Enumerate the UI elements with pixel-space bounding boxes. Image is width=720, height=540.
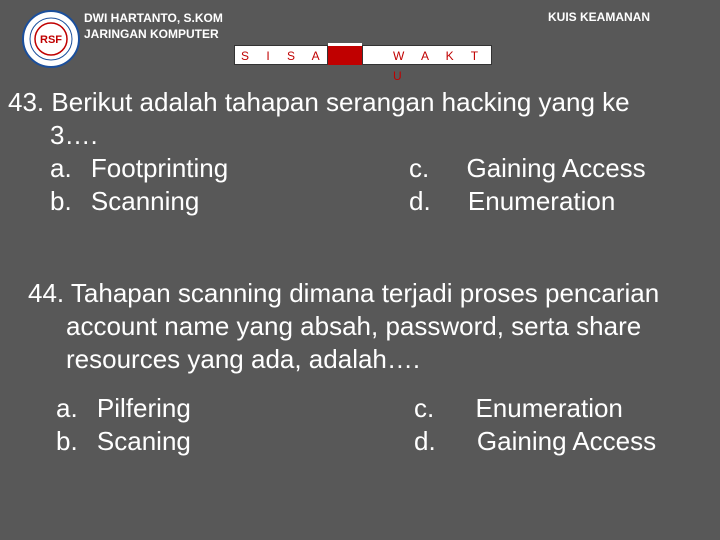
author-info: [84, 10, 223, 42]
timer-time-label: W A K T U: [362, 45, 492, 65]
option-text: Footprinting: [90, 153, 229, 183]
option-text: Scanning: [90, 186, 200, 216]
option-letter: a.: [56, 393, 78, 423]
option-text: Pilfering: [96, 393, 191, 423]
option-text: Enumeration: [467, 186, 616, 216]
option-letter: a.: [50, 153, 72, 183]
question-number: 44.: [28, 278, 65, 308]
question-44: [28, 277, 659, 310]
option-b[interactable]: [50, 185, 199, 218]
option-letter: b.: [56, 426, 78, 456]
question-text-line: Berikut adalah tahapan serangan hacking yang ke: [51, 87, 630, 117]
option-a[interactable]: [50, 152, 228, 185]
option-b[interactable]: [56, 425, 191, 458]
logo-text: RSF: [40, 34, 62, 46]
option-letter: c.: [414, 393, 435, 423]
option-a[interactable]: [56, 392, 191, 425]
timer-indicator: [328, 45, 362, 65]
question-43: [8, 86, 630, 119]
option-text: Scaning: [96, 426, 191, 456]
timer-remaining-label: S I S A: [234, 45, 328, 65]
option-d[interactable]: [409, 185, 615, 218]
question-44-continuation: resources yang ada, adalah….: [66, 344, 421, 374]
question-text-line: Tahapan scanning dimana terjadi proses pencarian: [70, 278, 660, 308]
option-text: Gaining Access: [466, 153, 646, 183]
institution-logo: [22, 10, 80, 68]
option-c[interactable]: [409, 152, 646, 185]
option-d[interactable]: [414, 425, 656, 458]
option-letter: d.: [414, 426, 436, 456]
option-letter: b.: [50, 186, 72, 216]
option-c[interactable]: [414, 392, 623, 425]
option-text: Enumeration: [475, 393, 623, 423]
question-number: 43.: [8, 87, 45, 117]
author-name: DWI HARTANTO, S.KOM: [84, 11, 223, 25]
course-subject: JARINGAN KOMPUTER: [84, 27, 219, 41]
option-letter: c.: [409, 153, 430, 183]
question-43-continuation: 3….: [50, 120, 98, 150]
option-letter: d.: [409, 186, 431, 216]
option-text: Gaining Access: [476, 426, 657, 456]
question-44-continuation: account name yang absah, password, serta share: [66, 311, 642, 341]
course-title: KUIS KEAMANAN: [548, 10, 650, 24]
